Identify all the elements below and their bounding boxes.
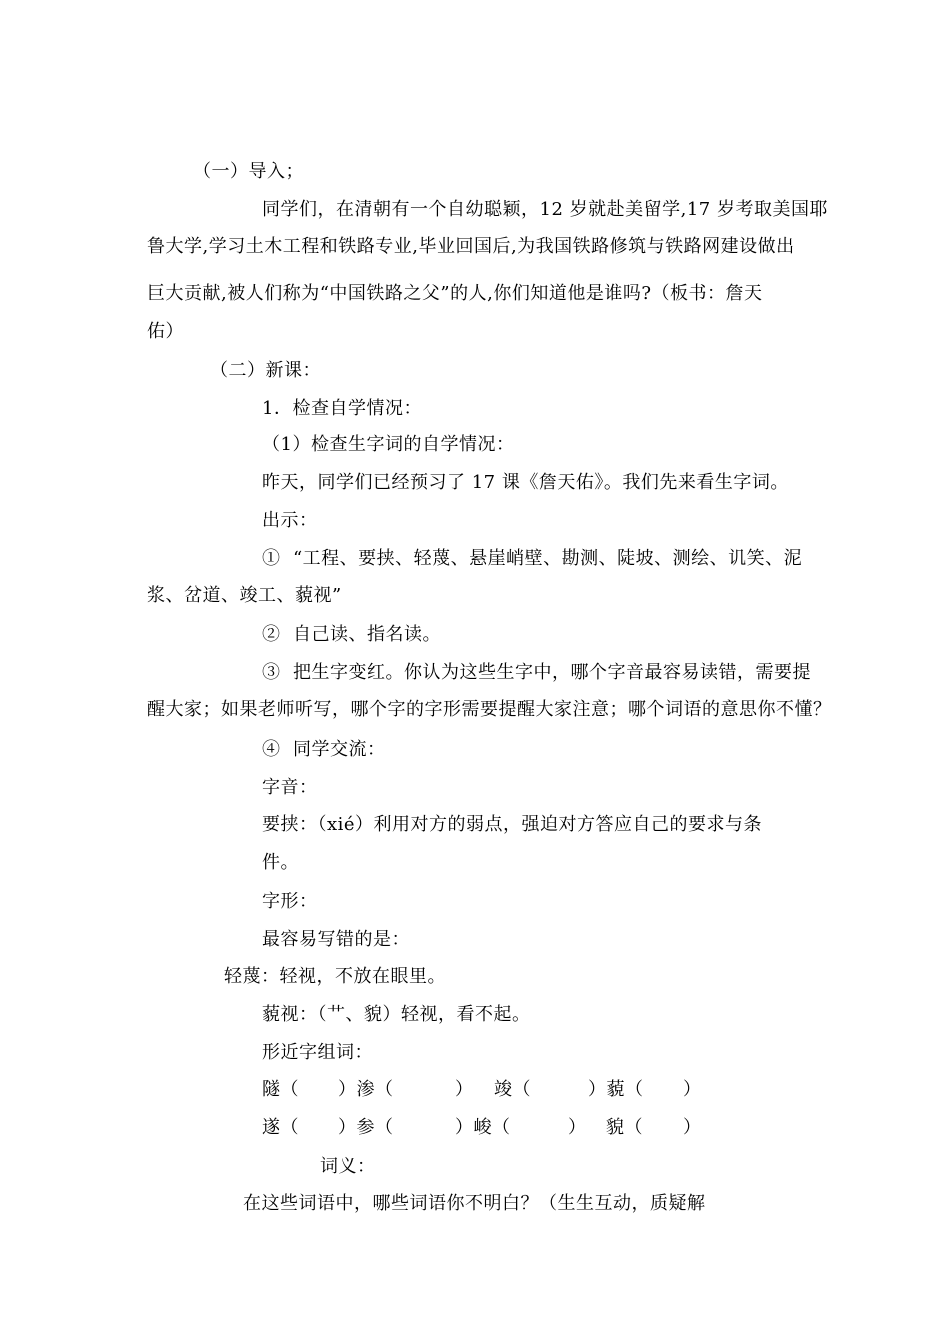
list-item-4: ④ 同学交流： <box>262 739 386 760</box>
similar-cell: ）藐（ <box>588 1079 644 1100</box>
pronunciation-line: 要挟：（xié）利用对方的弱点，强迫对方答应自己的要求与条 <box>262 814 763 835</box>
similar-label: 形近字组词： <box>262 1042 373 1063</box>
pronunciation-line: 件。 <box>262 852 299 873</box>
similar-cell: ） <box>568 1117 587 1138</box>
easy-wrong-label: 最容易写错的是： <box>262 929 410 950</box>
form-label: 字形： <box>262 891 318 912</box>
list-item-3-line: ③ 把生字变红。你认为这些生字中，哪个字音最容易读错，需要提 <box>262 662 811 683</box>
paragraph-line: 同学们，在清朝有一个自幼聪颖，12 岁就赴美留学,17 岁考取美国耶 <box>262 199 828 220</box>
pronunciation-label: 字音： <box>262 777 318 798</box>
paragraph-line: 巨大贡献,被人们称为“中国铁路之父”的人,你们知道他是谁吗?（板书：詹天 <box>147 283 763 304</box>
step-title: 1．检查自学情况： <box>262 398 422 419</box>
list-item-1-line: 浆、岔道、竣工、藐视” <box>147 585 342 606</box>
section-heading-intro: （一）导入； <box>193 161 304 182</box>
list-item-2: ② 自己读、指名读。 <box>262 624 441 645</box>
paragraph-line: 佑） <box>147 321 184 342</box>
paragraph-line: 鲁大学,学习土木工程和铁路专业,毕业回国后,为我国铁路修筑与铁路网建设做出 <box>147 236 795 257</box>
similar-cell: ） <box>683 1117 702 1138</box>
similar-cell: ）峻（ <box>455 1117 511 1138</box>
word-miaoshi: 藐视：（艹、貌）轻视，看不起。 <box>262 1004 531 1025</box>
similar-cell: 竣（ <box>494 1079 531 1100</box>
similar-cell: 遂（ <box>262 1117 299 1138</box>
similar-cell: ）参（ <box>338 1117 394 1138</box>
step-subtitle: （1）检查生字词的自学情况： <box>262 434 515 455</box>
similar-cell: 隧（ <box>262 1079 299 1100</box>
similar-cell: ） <box>683 1079 702 1100</box>
list-item-1-line: ① “工程、要挟、轻蔑、悬崖峭壁、勘测、陡坡、测绘、讥笑、泥 <box>262 548 803 569</box>
similar-cell: ） <box>455 1079 474 1100</box>
show-label: 出示： <box>262 510 318 531</box>
similar-cell: ）渗（ <box>338 1079 394 1100</box>
word-qingmie: 轻蔑：轻视，不放在眼里。 <box>224 966 446 987</box>
list-item-3-line: 醒大家；如果老师听写，哪个字的字形需要提醒大家注意；哪个词语的意思你不懂？ <box>147 699 832 720</box>
section-heading-new-lesson: （二）新课： <box>210 360 321 381</box>
final-line: 在这些词语中，哪些词语你不明白？（生生互动，质疑解 <box>243 1193 706 1214</box>
intro-line: 昨天，同学们已经预习了 17 课《詹天佑》。我们先来看生字词。 <box>262 472 789 493</box>
meaning-label: 词义： <box>320 1156 376 1177</box>
similar-cell: 貌（ <box>606 1117 643 1138</box>
